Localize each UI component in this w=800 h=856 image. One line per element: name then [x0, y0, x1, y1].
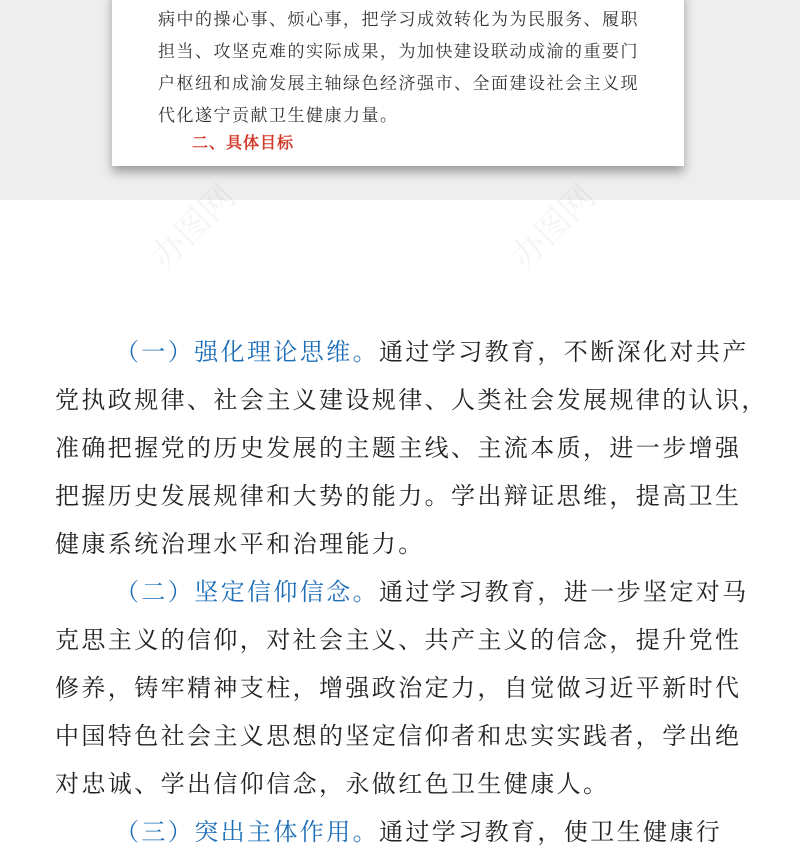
top-card-area — [0, 0, 800, 200]
paragraph-line — [55, 808, 745, 856]
excerpt-card — [112, 0, 684, 166]
document-body — [55, 328, 768, 856]
paragraph-line: 中国特色社会主义思想的坚定信仰者和忠实实践者，学出绝 — [55, 722, 742, 750]
card-line: 户枢纽和成渝发展主轴绿色经济强市、全面建设社会主义现 — [158, 74, 639, 94]
paragraph-line — [55, 328, 749, 376]
paragraph-line: 准确把握党的历史发展的主题主线、主流本质，进一步增强 — [55, 434, 742, 462]
card-section-heading: 二、具体目标 — [192, 133, 295, 152]
card-line: 担当、攻坚克难的实际成果，为加快建设联动成渝的重要门 — [158, 42, 639, 62]
paragraph-line — [55, 568, 749, 616]
paragraph-text: 通过学习教育，不断深化对共产 — [379, 338, 749, 366]
paragraph-text: 通过学习教育，使卫生健康行 — [379, 818, 723, 846]
paragraph-text: 通过学习教育，进一步坚定对马 — [379, 578, 749, 606]
card-line: 代化遂宁贡献卫生健康力量。 — [158, 106, 399, 126]
paragraph-line: 修养，铸牢精神支柱，增强政治定力，自觉做习近平新时代 — [55, 674, 742, 702]
section-heading: （三）突出主体作用。 — [115, 818, 379, 846]
paragraph-line: 对忠诚、学出信仰信念，永做红色卫生健康人。 — [55, 770, 610, 798]
paragraph-line: 克思主义的信仰，对社会主义、共产主义的信念，提升党性 — [55, 626, 742, 654]
paragraph-line: 党执政规律、社会主义建设规律、人类社会发展规律的认识， — [55, 386, 768, 414]
card-text — [158, 4, 668, 132]
section-heading: （二）坚定信仰信念。 — [115, 578, 379, 606]
paragraph-line: 把握历史发展规律和大势的能力。学出辩证思维，提高卫生 — [55, 482, 742, 510]
section-heading: （一）强化理论思维。 — [115, 338, 379, 366]
paragraph-line: 健康系统治理水平和治理能力。 — [55, 530, 425, 558]
card-line: 病中的操心事、烦心事，把学习成效转化为为民服务、履职 — [158, 10, 639, 30]
